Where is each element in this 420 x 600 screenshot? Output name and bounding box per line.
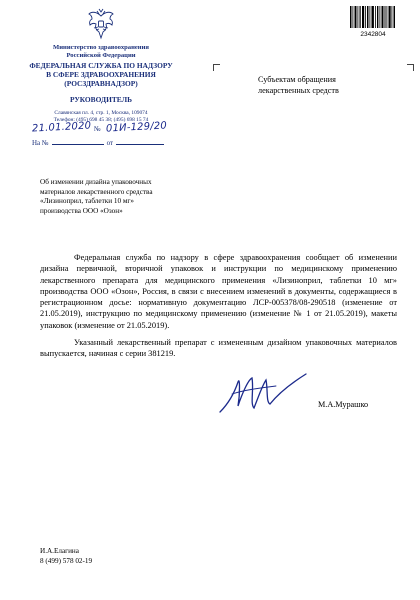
letterhead xyxy=(16,44,186,124)
barcode-number: 2342804 xyxy=(360,31,386,38)
letter-body xyxy=(40,252,397,360)
registration-number-label: № xyxy=(94,125,101,133)
emblem-icon xyxy=(86,8,116,42)
ministry-name: Министерство здравоохранения Российской Федерации xyxy=(53,44,149,59)
reference-line xyxy=(32,139,192,147)
signature-icon xyxy=(210,364,310,424)
registration-number: 01И-129/20 xyxy=(105,120,168,135)
executor-info xyxy=(40,546,92,566)
executor-name: И.А.Елагина xyxy=(40,547,79,555)
address-corner-right xyxy=(407,64,414,71)
executor-phone: 8 (499) 578 02-19 xyxy=(40,557,93,565)
barcode-icon xyxy=(350,6,396,28)
service-name: ФЕДЕРАЛЬНАЯ СЛУЖБА ПО НАДЗОРУ В СФЕРЕ ЗДРАВООХРАНЕНИЯ (РОСЗДРАВНАДЗОР) xyxy=(29,61,173,88)
registration-line xyxy=(32,122,192,136)
body-paragraph: Федеральная служба по надзору в сфере здравоохранения сообщает об изменении дизайна первичной, вторичной упаковок и инструкции по медицинскому применению лекарственного препарата для медицинского применения «Лизиноприл, таблетки 10 мг» производства ООО «Озон», Россия, в связи с внесением изменений в документы, содержащиеся в регистрационном досье: нормативную документацию ЛСР-005378/08-290518 (изменение от 21.05.2019), инструкцию по медицинскому применению (изменение № 1 от 21.05.2019), макеты упаковок (изменение от 21.05.2019). xyxy=(40,253,397,330)
contact-address: Славянская пл. 4, стр. 1, Москва, 109074 Телефон: (495) 698 45 38; (495) 698 15 74 xyxy=(53,110,149,123)
addressee: Субъектам обращения лекарственных средств xyxy=(258,75,339,95)
reference-blank xyxy=(52,144,104,145)
reference-label: На № xyxy=(32,139,49,147)
reference-from-label: от xyxy=(106,139,114,147)
head-title: РУКОВОДИТЕЛЬ xyxy=(70,95,132,104)
body-paragraph: Указанный лекарственный препарат с измененным дизайном упаковочных материалов выпускается, начиная с серии 381219. xyxy=(40,338,397,359)
address-corner-left xyxy=(213,64,220,71)
signer-name: М.А.Мурашко xyxy=(318,400,369,409)
letter-subject: Об изменении дизайна упаковочных материалов лекарственного средства «Лизиноприл, таблетки 10 мг» производства ООО «Озон» xyxy=(40,178,153,215)
registration-date: 21.01.2020 xyxy=(31,120,92,135)
reference-date-blank xyxy=(116,144,164,145)
